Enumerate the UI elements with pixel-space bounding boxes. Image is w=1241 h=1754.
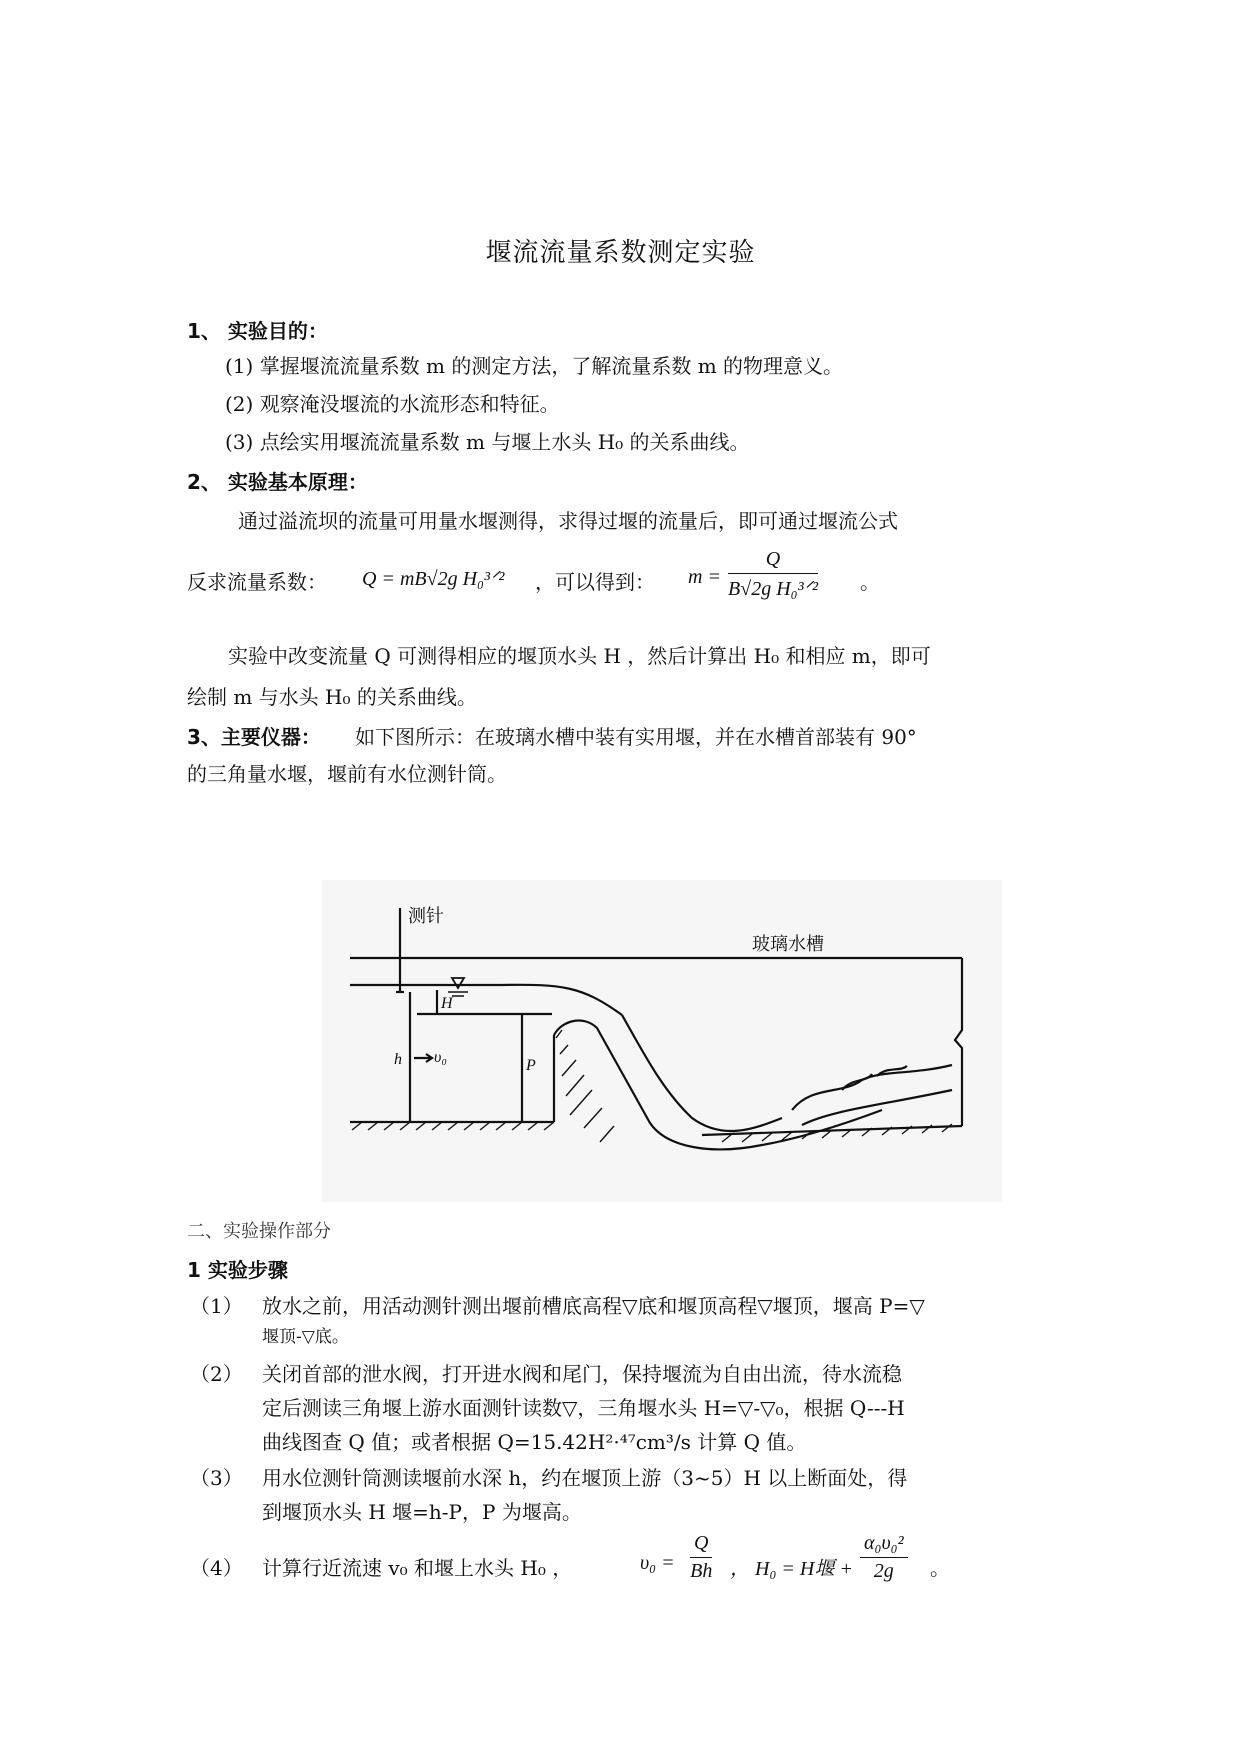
principle-paragraph-2-line-2: 绘制 m 与水头 H₀ 的关系曲线。 (187, 685, 477, 709)
velocity-numerator: Q (690, 1532, 712, 1558)
step-3-line-1: 用水位测针筒测读堰前水深 h，约在堰顶上游（3~5）H 以上断面处，得 (262, 1466, 908, 1490)
step-2-line-3: 曲线图查 Q 值；或者根据 Q=15.42H²·⁴⁷cm³/s 计算 Q 值。 (262, 1430, 807, 1454)
step-3-line-2: 到堰顶水头 H 堰=h-P，P 为堰高。 (262, 1500, 582, 1524)
section-3-heading: 3、主要仪器： (187, 725, 321, 749)
weir-apparatus-diagram (322, 880, 1002, 1202)
step-1-line-1: 放水之前，用活动测针测出堰前槽底高程▽底和堰顶高程▽堰顶，堰高 P=▽ (262, 1294, 925, 1318)
label-needle: 测针 (408, 906, 444, 926)
step-2-line-2: 定后测读三角堰上游水面测针读数▽，三角堰水头 H=▽-▽₀，根据 Q---H (262, 1396, 905, 1420)
part-2-heading: 二、实验操作部分 (187, 1221, 331, 1242)
apparatus-text-line-2: 的三角量水堰，堰前有水位测针筒。 (187, 762, 507, 786)
step-4-end: 。 (930, 1556, 950, 1580)
formula-mid-text: ，可以得到： (535, 570, 655, 594)
label-upstream-depth: h (394, 1051, 402, 1068)
weir-flow-formula: Q = mB√2g H₀³ᐟ² (362, 568, 505, 590)
step-1-number: （1） (190, 1294, 243, 1318)
principle-paragraph-2-line-1: 实验中改变流量 Q 可测得相应的堰顶水头 H ，然后计算出 H₀ 和相应 m，即可 (228, 644, 931, 668)
velocity-formula-label: υ₀ = (640, 1552, 675, 1574)
label-approach-velocity: υ₀ (434, 1049, 447, 1066)
step-1-line-2: 堰顶-▽底。 (262, 1327, 349, 1347)
head-formula (860, 1532, 908, 1583)
steps-heading: 1 实验步骤 (187, 1258, 288, 1282)
section-1-heading: 1、 实验目的： (187, 319, 328, 343)
apparatus-text-line-1: 如下图所示：在玻璃水槽中装有实用堰，并在水槽首部装有 90° (355, 725, 917, 749)
objective-item-3: (3) 点绘实用堰流流量系数 m 与堰上水头 H₀ 的关系曲线。 (225, 430, 750, 454)
objective-item-1: (1) 掌握堰流流量系数 m 的测定方法，了解流量系数 m 的物理意义。 (225, 354, 844, 378)
diagram-background (322, 880, 1002, 1202)
discharge-coefficient-formula (728, 548, 818, 601)
label-glass-tank: 玻璃水槽 (752, 934, 824, 954)
step-4-line-1: 计算行近流速 v₀ 和堰上水头 H₀ ， (262, 1556, 573, 1580)
discharge-coefficient-label: m = (688, 566, 721, 588)
step-2-line-1: 关闭首部的泄水阀，打开进水阀和尾门，保持堰流为自由出流，待水流稳 (262, 1362, 902, 1386)
objective-item-2: (2) 观察淹没堰流的水流形态和特征。 (225, 392, 560, 416)
velocity-formula (690, 1532, 712, 1583)
head-denominator: 2g (873, 1560, 894, 1582)
velocity-denominator: Bh (690, 1560, 713, 1582)
step-4-number: （4） (190, 1556, 243, 1580)
head-numerator: α₀υ₀² (860, 1532, 908, 1558)
section-2-heading: 2、 实验基本原理： (187, 470, 368, 494)
formula-lead-text: 反求流量系数： (187, 570, 327, 594)
label-weir-height: P (526, 1057, 536, 1074)
label-weir-head: H (441, 995, 453, 1012)
principle-paragraph-1: 通过溢流坝的流量可用量水堰测得，求得过堰的流量后，即可通过堰流公式 (238, 509, 898, 533)
step-3-number: （3） (190, 1466, 243, 1490)
formula-numerator: Q (728, 548, 818, 574)
document-title: 堰流流量系数测定实验 (485, 238, 756, 268)
formula-end: 。 (860, 570, 880, 594)
head-formula-label: ， H₀ = H堰 + (730, 1558, 853, 1580)
formula-denominator: B√2g H₀³ᐟ² (728, 578, 819, 600)
step-2-number: （2） (190, 1362, 243, 1386)
